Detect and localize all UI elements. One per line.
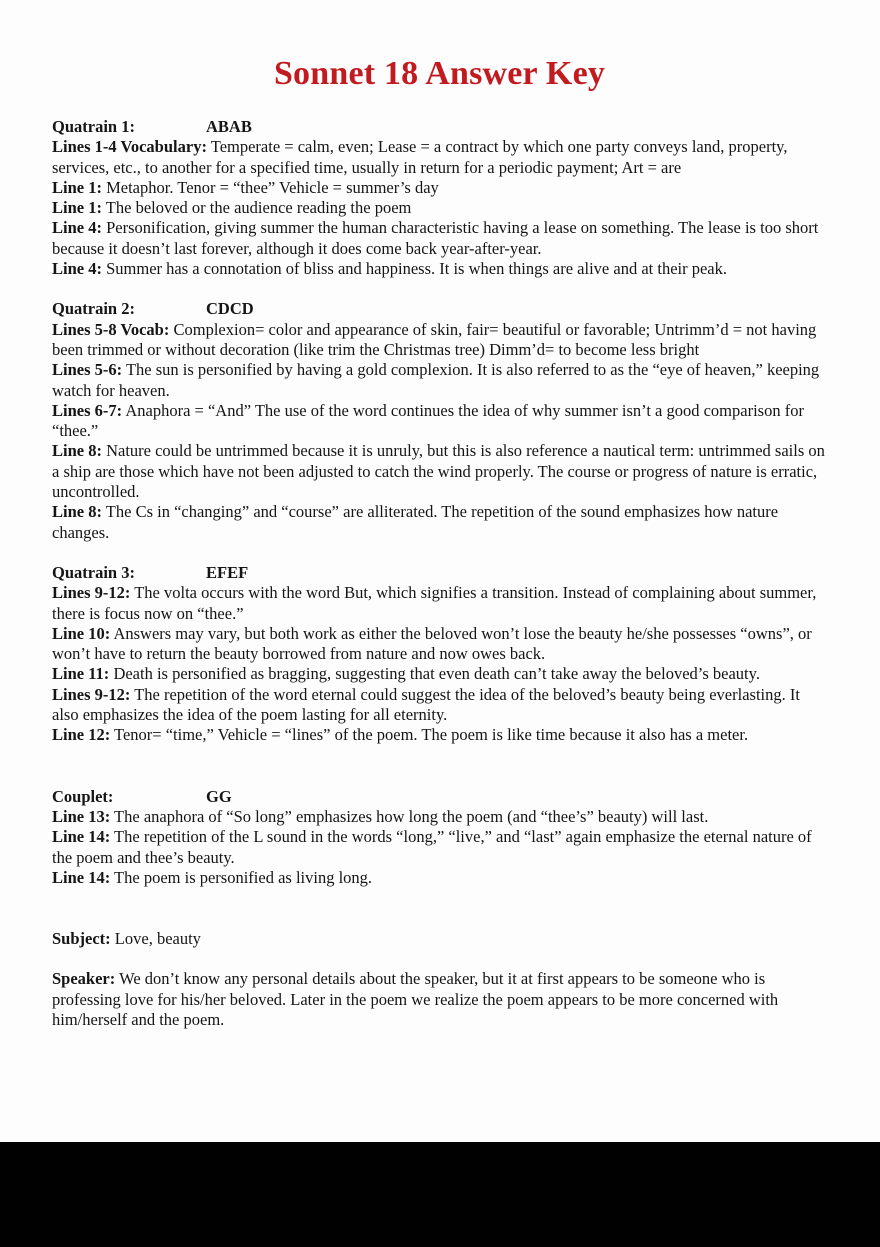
answer-label: Lines 5-6: xyxy=(52,360,123,380)
answer-paragraph xyxy=(52,502,827,543)
answer-label: Line 4: xyxy=(52,218,102,238)
answer-text: Personification, giving summer the human characteristic having a lease on something. The lease is too short because it doesn’t last forever, although it does come back year-after-year. xyxy=(52,218,819,258)
answer-paragraph xyxy=(52,807,827,827)
answer-label: Speaker: xyxy=(52,969,116,989)
rhyme-scheme: ABAB xyxy=(206,117,252,136)
answer-paragraph xyxy=(52,664,827,684)
answer-text: The anaphora of “So long” emphasizes how long the poem (and “thee’s” beauty) will last. xyxy=(114,806,709,826)
answer-paragraph xyxy=(52,320,827,361)
section-heading-label: Couplet: xyxy=(52,786,114,806)
answer-paragraph xyxy=(52,259,827,279)
answer-paragraph xyxy=(52,624,827,665)
answer-text: The repetition of the word eternal could suggest the idea of the beloved’s beauty being everlasting. It also emphasizes the idea of the poem lasting for all eternity. xyxy=(52,684,800,725)
answer-label: Line 10: xyxy=(52,623,111,643)
answer-paragraph xyxy=(52,137,827,178)
rhyme-scheme: GG xyxy=(206,786,232,806)
answer-paragraph xyxy=(52,198,827,218)
answer-text: The poem is personified as living long. xyxy=(114,867,373,887)
answer-text: Metaphor. Tenor = “thee” Vehicle = summer’s day xyxy=(106,177,439,197)
answer-label: Line 13: xyxy=(52,806,111,826)
answer-label: Line 12: xyxy=(52,725,111,745)
answer-paragraph xyxy=(52,401,827,442)
answer-text: Temperate = calm, even; Lease = a contract by which one party conveys land, property, services, etc., to another for a specified time, usually in return for a periodic payment; Art = are xyxy=(52,137,788,177)
answer-section xyxy=(52,563,827,746)
answer-section xyxy=(52,929,827,949)
answer-label: Lines 1-4 Vocabulary: xyxy=(52,137,207,157)
answer-paragraph xyxy=(52,685,827,726)
section-heading-label: Quatrain 2: xyxy=(52,299,135,319)
answer-label: Line 11: xyxy=(52,664,110,684)
answer-text: The volta occurs with the word But, which signifies a transition. Instead of complaining about summer, there is focus now on “thee.” xyxy=(52,583,817,623)
answer-paragraph xyxy=(52,929,827,949)
answer-section xyxy=(52,117,827,279)
answer-text: Answers may vary, but both work as either the beloved won’t lose the beauty he/she possesses “owns”, or won’t have to return the beauty borrowed from nature and now owes back. xyxy=(52,623,812,664)
answer-paragraph xyxy=(52,441,827,502)
answer-section xyxy=(52,969,827,1030)
answer-label: Line 14: xyxy=(52,867,111,887)
scan-bottom-black-bar xyxy=(0,1142,880,1247)
section-heading xyxy=(52,117,827,137)
answer-text: The sun is personified by having a gold complexion. It is also referred to as the “eye of heaven,” keeping watch for heaven. xyxy=(52,360,820,400)
answer-label: Lines 5-8 Vocab: xyxy=(52,319,170,339)
section-heading xyxy=(52,787,827,807)
answer-text: Love, beauty xyxy=(114,929,201,949)
answer-text: Complexion= color and appearance of skin, fair= beautiful or favorable; Untrimm’d = not having been trimmed or without decoration (like trim the Christmas tree) Dimm’d= to become less bright xyxy=(52,319,817,359)
rhyme-scheme: CDCD xyxy=(206,299,254,319)
answer-paragraph xyxy=(52,868,827,888)
answer-text: The Cs in “changing” and “course” are alliterated. The repetition of the sound emphasizes how nature changes. xyxy=(52,502,779,542)
answer-text: The repetition of the L sound in the words “long,” “live,” and “last” again emphasize the eternal nature of the poem and thee’s beauty. xyxy=(52,827,812,867)
answer-text: Anaphora = “And” The use of the word continues the idea of why summer isn’t a good comparison for “thee.” xyxy=(52,400,804,441)
answer-text: Nature could be untrimmed because it is unruly, but this is also reference a nautical term: untrimmed sails on a ship are those which have not been adjusted to catch the wind properly. The course or progress of nature is erratic, uncontrolled. xyxy=(52,441,825,502)
answer-label: Line 14: xyxy=(52,827,111,847)
answer-paragraph xyxy=(52,583,827,624)
answer-label: Line 1: xyxy=(52,198,102,218)
answer-label: Lines 9-12: xyxy=(52,583,131,603)
answer-text: Summer has a connotation of bliss and happiness. It is when things are alive and at their peak. xyxy=(106,259,727,279)
answer-section xyxy=(52,787,827,888)
page-title: Sonnet 18 Answer Key xyxy=(273,55,606,92)
section-heading xyxy=(52,299,827,319)
answer-paragraph xyxy=(52,969,827,1030)
answer-label: Subject: xyxy=(52,929,111,949)
answer-paragraph xyxy=(52,218,827,259)
rhyme-scheme: EFEF xyxy=(206,562,249,582)
answer-text: Death is personified as bragging, suggesting that even death can’t take away the beloved’s beauty. xyxy=(113,664,760,684)
answer-label: Lines 6-7: xyxy=(52,400,123,420)
answer-paragraph xyxy=(52,827,827,868)
answer-label: Line 4: xyxy=(52,259,102,279)
answer-paragraph xyxy=(52,725,827,745)
document-content xyxy=(0,53,880,1030)
answer-label: Line 1: xyxy=(52,177,102,197)
answer-text: We don’t know any personal details about the speaker, but it at first appears to be someone who is professing love for his/her beloved. Later in the poem we realize the poem appears to be more concerned with him/herself and the poem. xyxy=(52,969,779,1029)
answer-key-sections xyxy=(52,117,827,1030)
answer-section xyxy=(52,299,827,543)
section-heading xyxy=(52,563,827,583)
answer-paragraph xyxy=(52,178,827,198)
answer-text: Tenor= “time,” Vehicle = “lines” of the poem. The poem is like time because it also has a meter. xyxy=(114,725,749,745)
section-heading-label: Quatrain 3: xyxy=(52,562,135,582)
answer-label: Line 8: xyxy=(52,502,102,522)
answer-paragraph xyxy=(52,360,827,401)
answer-label: Line 8: xyxy=(52,441,102,461)
answer-text: The beloved or the audience reading the poem xyxy=(105,198,412,218)
answer-label: Lines 9-12: xyxy=(52,684,131,704)
section-heading-label: Quatrain 1: xyxy=(52,117,135,136)
